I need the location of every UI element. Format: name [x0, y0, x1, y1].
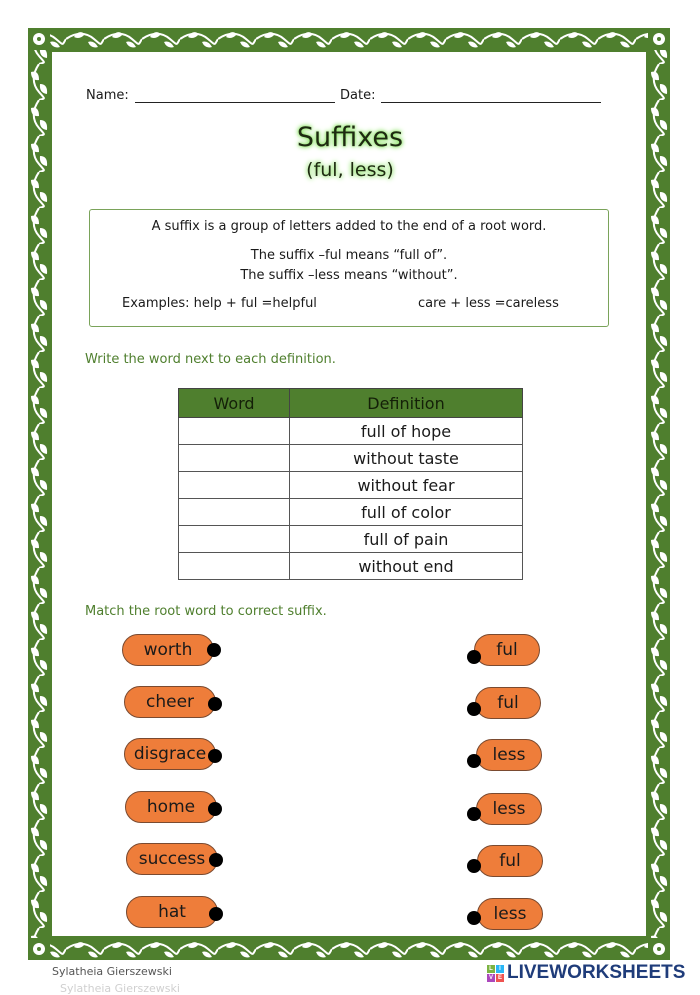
suffix-less[interactable] — [476, 739, 542, 771]
definition-cell: full of hope — [290, 418, 523, 445]
connector-dot[interactable] — [467, 807, 481, 821]
name-label: Name: — [86, 88, 129, 103]
word-input-cell[interactable] — [179, 445, 290, 472]
connector-dot[interactable] — [467, 650, 481, 664]
match-instruction: Match the root word to correct suffix. — [85, 604, 327, 619]
definition-cell: without fear — [290, 472, 523, 499]
suffix-info-box — [89, 209, 609, 327]
connector-dot[interactable] — [467, 702, 481, 716]
info-less-meaning: The suffix –less means “without”. — [240, 268, 458, 283]
date-field[interactable] — [340, 88, 601, 103]
suffix-ful[interactable] — [474, 634, 540, 666]
root-word-label: hat — [158, 902, 186, 922]
word-input-cell[interactable] — [179, 499, 290, 526]
connector-dot[interactable] — [209, 907, 223, 921]
suffix-label: less — [492, 745, 526, 765]
table-header-row — [179, 389, 523, 418]
header-definition: Definition — [290, 389, 523, 418]
root-word-label: home — [146, 797, 196, 817]
suffix-label: ful — [497, 693, 519, 713]
definitions-instruction: Write the word next to each definition. — [85, 352, 336, 367]
word-input-cell[interactable] — [179, 553, 290, 580]
word-input-cell[interactable] — [179, 418, 290, 445]
header-word: Word — [179, 389, 290, 418]
root-word-hat[interactable] — [126, 896, 218, 928]
suffix-label: less — [492, 799, 526, 819]
suffix-less[interactable] — [477, 898, 543, 930]
info-definition: A suffix is a group of letters added to the end of a root word. — [151, 219, 547, 234]
root-word-label: cheer — [145, 692, 195, 712]
connector-dot[interactable] — [208, 697, 222, 711]
suffix-label: ful — [496, 640, 518, 660]
definitions-table — [178, 388, 523, 580]
vine-border-top — [28, 28, 670, 50]
liveworksheets-logo[interactable] — [487, 962, 685, 984]
definition-cell: without taste — [290, 445, 523, 472]
word-input-cell[interactable] — [179, 526, 290, 553]
root-word-label: success — [138, 849, 206, 869]
author-credit: Sylatheia Gierszewski — [52, 965, 172, 978]
root-word-label: disgrace — [133, 744, 207, 764]
connector-dot[interactable] — [467, 911, 481, 925]
brand-name: LIVEWORKSHEETS — [507, 962, 686, 983]
word-input-cell[interactable] — [179, 472, 290, 499]
connector-dot[interactable] — [207, 643, 221, 657]
info-ful-meaning: The suffix –ful means “full of”. — [250, 248, 448, 263]
table-row — [179, 553, 523, 580]
table-row — [179, 418, 523, 445]
root-word-success[interactable] — [126, 843, 218, 875]
connector-dot[interactable] — [467, 754, 481, 768]
suffix-label: ful — [499, 851, 521, 871]
table-row — [179, 526, 523, 553]
table-row — [179, 445, 523, 472]
connector-dot[interactable] — [208, 802, 222, 816]
date-input-line[interactable] — [381, 89, 601, 103]
name-field[interactable] — [86, 88, 335, 103]
connector-dot[interactable] — [209, 853, 223, 867]
suffix-ful[interactable] — [475, 687, 541, 719]
connector-dot[interactable] — [208, 749, 222, 763]
page-subtitle: (ful, less) — [306, 159, 394, 181]
suffix-less[interactable] — [476, 793, 542, 825]
date-label: Date: — [340, 88, 376, 103]
example-careless: care + less =careless — [418, 296, 559, 311]
definition-cell: without end — [290, 553, 523, 580]
author-credit-faded: Sylatheia Gierszewski — [60, 982, 180, 995]
root-word-cheer[interactable] — [124, 686, 216, 718]
connector-dot[interactable] — [467, 859, 481, 873]
definition-cell: full of color — [290, 499, 523, 526]
logo-icon: L I V E — [488, 965, 502, 981]
page-title: Suffixes — [296, 122, 404, 153]
suffix-label: less — [493, 904, 527, 924]
root-word-home[interactable] — [125, 791, 217, 823]
root-word-worth[interactable] — [122, 634, 214, 666]
table-row — [179, 472, 523, 499]
definition-cell: full of pain — [290, 526, 523, 553]
root-word-label: worth — [143, 640, 193, 660]
example-helpful: Examples: help + ful =helpful — [122, 296, 317, 311]
suffix-ful[interactable] — [477, 845, 543, 877]
vine-border-bottom — [28, 938, 670, 960]
table-row — [179, 499, 523, 526]
name-input-line[interactable] — [135, 89, 335, 103]
root-word-disgrace[interactable] — [124, 738, 216, 770]
